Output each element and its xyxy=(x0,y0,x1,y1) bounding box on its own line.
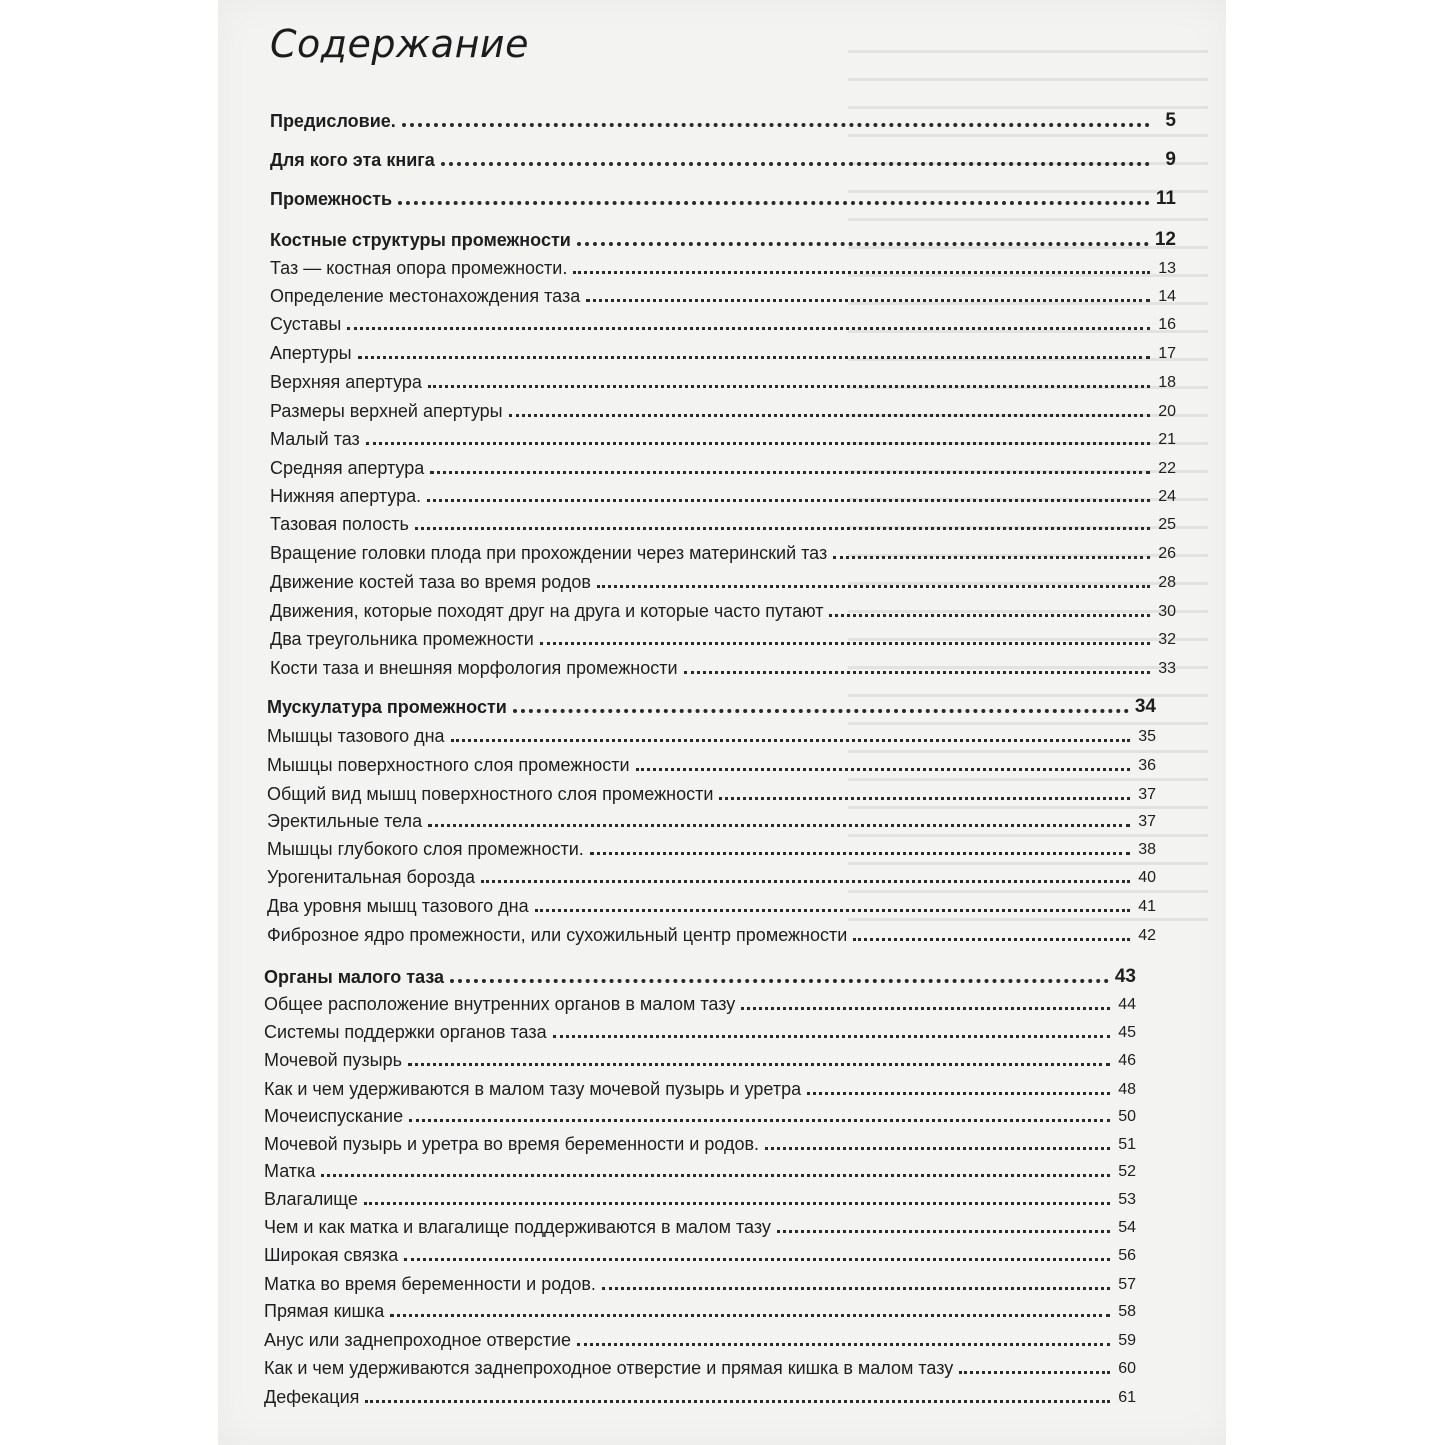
toc-page-number: 36 xyxy=(1138,757,1156,774)
dot-leader xyxy=(364,1202,1110,1205)
dot-leader xyxy=(573,271,1150,274)
toc-entry-title: Системы поддержки органов таза xyxy=(264,1022,547,1042)
toc-page-number: 48 xyxy=(1118,1081,1136,1098)
dot-leader xyxy=(829,614,1150,617)
toc-page-number: 35 xyxy=(1138,728,1156,745)
toc-page-number: 24 xyxy=(1158,488,1176,505)
toc-entry-title: Прямая кишка xyxy=(264,1301,385,1321)
toc-subentry xyxy=(264,1234,1136,1264)
toc-entry-title: Вращение головки плода при прохождении через материнский таз xyxy=(270,543,828,563)
dot-leader xyxy=(741,1007,1110,1010)
dot-leader xyxy=(415,527,1150,530)
dot-leader xyxy=(577,242,1149,246)
toc-page-number: 45 xyxy=(1118,1024,1136,1041)
toc-page-number: 25 xyxy=(1158,516,1176,533)
toc-page-number: 20 xyxy=(1158,403,1176,420)
toc-subentry xyxy=(264,1150,1136,1180)
page-title: Содержание xyxy=(270,22,529,66)
dot-leader xyxy=(347,327,1150,330)
toc-subentry xyxy=(267,715,1156,745)
toc-chapter-entry xyxy=(270,178,1176,208)
dot-leader xyxy=(451,739,1130,742)
toc-subentry xyxy=(264,1263,1136,1293)
toc-entry-title: Матка xyxy=(264,1161,316,1181)
toc-entry-title: Апертуры xyxy=(270,343,352,363)
toc-page-number: 34 xyxy=(1134,696,1156,717)
toc-subentry xyxy=(264,1347,1136,1377)
toc-entry-title: Размеры верхней апертуры xyxy=(270,401,503,421)
toc-entry-title: Мышцы глубокого слоя промежности. xyxy=(267,839,584,859)
toc-subentry xyxy=(270,503,1176,533)
toc-subentry xyxy=(264,1039,1136,1069)
toc-subentry xyxy=(270,303,1176,333)
toc-subentry xyxy=(270,618,1176,648)
toc-subentry xyxy=(264,1178,1136,1208)
toc-page-number: 43 xyxy=(1114,966,1136,987)
dot-leader xyxy=(636,768,1130,771)
dot-leader xyxy=(321,1174,1110,1177)
dot-leader xyxy=(590,852,1130,855)
dot-leader xyxy=(553,1035,1110,1038)
toc-chapter-entry xyxy=(270,100,1176,130)
toc-subentry xyxy=(270,390,1176,420)
toc-chapter-entry xyxy=(267,686,1156,716)
toc-page-number: 33 xyxy=(1158,660,1176,677)
dot-leader xyxy=(365,1400,1110,1403)
dot-leader xyxy=(441,162,1150,166)
toc-entry-title: Фиброзное ядро промежности, или сухожильный центр промежности xyxy=(267,925,848,945)
toc-subentry xyxy=(264,1123,1136,1153)
toc-page-number: 51 xyxy=(1118,1136,1136,1153)
toc-entry-title: Предисловие. xyxy=(270,111,396,131)
toc-subentry xyxy=(264,1376,1136,1406)
toc-page-number: 41 xyxy=(1138,898,1156,915)
toc-page-number: 52 xyxy=(1118,1163,1136,1180)
toc-entry-title: Верхняя апертура xyxy=(270,372,422,392)
toc-entry-title: Дефекация xyxy=(264,1387,360,1407)
toc-entry-title: Нижняя апертура. xyxy=(270,486,422,506)
toc-entry-title: Определение местонахождения таза xyxy=(270,286,581,306)
toc-entry-title: Два уровня мышц тазового дна xyxy=(267,896,529,916)
toc-entry-title: Мочевой пузырь xyxy=(264,1050,402,1070)
toc-page-number: 14 xyxy=(1158,288,1176,305)
dot-leader xyxy=(535,909,1130,912)
toc-page-number: 57 xyxy=(1118,1276,1136,1293)
toc-subentry xyxy=(270,475,1176,505)
toc-subentry xyxy=(270,561,1176,591)
dot-leader xyxy=(597,585,1150,588)
dot-leader xyxy=(398,201,1150,205)
toc-entry-title: Малый таз xyxy=(270,429,360,449)
dot-leader xyxy=(427,499,1150,502)
toc-page-number: 12 xyxy=(1154,229,1176,250)
dot-leader xyxy=(684,671,1150,674)
toc-subentry xyxy=(267,885,1156,915)
toc-page-number: 37 xyxy=(1138,786,1156,803)
toc-subentry xyxy=(270,275,1176,305)
toc-entry-title: Костные структуры промежности xyxy=(270,230,571,250)
toc-page-number: 40 xyxy=(1138,869,1156,886)
toc-subentry xyxy=(264,1095,1136,1125)
toc-subentry xyxy=(264,1206,1136,1236)
toc-entry-title: Мочеиспускание xyxy=(264,1106,404,1126)
toc-page-number: 58 xyxy=(1118,1303,1136,1320)
toc-entry-title: Как и чем удерживаются в малом тазу мочевой пузырь и уретра xyxy=(264,1079,802,1099)
toc-subentry xyxy=(264,1011,1136,1041)
toc-subentry xyxy=(270,332,1176,362)
dot-leader xyxy=(402,123,1150,127)
dot-leader xyxy=(833,556,1150,559)
toc-subentry xyxy=(267,773,1156,803)
toc-entry-title: Широкая связка xyxy=(264,1245,399,1265)
dot-leader xyxy=(853,938,1130,941)
book-page xyxy=(218,0,1226,1445)
toc-entry-title: Мускулатура промежности xyxy=(267,697,507,717)
toc-entry-title: Тазовая полость xyxy=(270,514,409,534)
toc-entry-title: Для кого эта книга xyxy=(270,150,435,170)
toc-subentry xyxy=(264,1068,1136,1098)
toc-subentry xyxy=(270,247,1176,277)
dot-leader xyxy=(358,356,1150,359)
toc-entry-title: Матка во время беременности и родов. xyxy=(264,1274,596,1294)
toc-entry-title: Движения, которые походят друг на друга и которые часто путают xyxy=(270,601,824,621)
toc-page-number: 56 xyxy=(1118,1247,1136,1264)
toc-entry-title: Эректильные тела xyxy=(267,811,423,831)
toc-entry-title: Органы малого таза xyxy=(264,967,445,987)
toc-entry-title: Движение костей таза во время родов xyxy=(270,572,591,592)
toc-page-number: 16 xyxy=(1158,316,1176,333)
toc-entry-title: Мочевой пузырь и уретра во время беременности и родов. xyxy=(264,1134,760,1154)
dot-leader xyxy=(481,880,1130,883)
toc-page-number: 26 xyxy=(1158,545,1176,562)
toc-subentry xyxy=(270,532,1176,562)
toc-subentry xyxy=(264,1319,1136,1349)
toc-page-number: 30 xyxy=(1158,603,1176,620)
dot-leader xyxy=(404,1258,1110,1261)
toc-entry-title: Кости таза и внешняя морфология промежности xyxy=(270,658,678,678)
toc-subentry xyxy=(264,1290,1136,1320)
dot-leader xyxy=(409,1119,1110,1122)
dot-leader xyxy=(428,385,1150,388)
toc-entry-title: Чем и как матка и влагалище поддерживаются в малом тазу xyxy=(264,1217,771,1237)
dot-leader xyxy=(430,471,1150,474)
toc-chapter-entry xyxy=(264,956,1136,986)
toc-page-number: 18 xyxy=(1158,374,1176,391)
toc-entry-title: Урогенитальная борозда xyxy=(267,867,475,887)
dot-leader xyxy=(777,1230,1110,1233)
toc-subentry xyxy=(267,744,1156,774)
toc-page-number: 44 xyxy=(1118,996,1136,1013)
dot-leader xyxy=(408,1063,1110,1066)
toc-page-number: 5 xyxy=(1165,110,1176,131)
toc-page-number: 22 xyxy=(1158,460,1176,477)
table-of-contents xyxy=(264,0,1176,1445)
toc-subentry xyxy=(270,418,1176,448)
toc-page-number: 42 xyxy=(1138,927,1156,944)
dot-leader xyxy=(959,1371,1110,1374)
toc-entry-title: Как и чем удерживаются заднепроходное отверстие и прямая кишка в малом тазу xyxy=(264,1358,954,1378)
toc-entry-title: Промежность xyxy=(270,189,393,209)
toc-subentry xyxy=(270,647,1176,677)
toc-page-number: 59 xyxy=(1118,1332,1136,1349)
toc-page-number: 32 xyxy=(1158,631,1176,648)
toc-subentry xyxy=(267,914,1156,944)
toc-entry-title: Мышцы тазового дна xyxy=(267,726,445,746)
toc-page-number: 11 xyxy=(1155,188,1176,209)
toc-subentry xyxy=(267,828,1156,858)
toc-entry-title: Мышцы поверхностного слоя промежности xyxy=(267,755,630,775)
toc-entry-title: Общий вид мышц поверхностного слоя промежности xyxy=(267,784,714,804)
toc-page-number: 37 xyxy=(1138,813,1156,830)
toc-subentry xyxy=(270,447,1176,477)
toc-page-number: 60 xyxy=(1118,1360,1136,1377)
toc-page-number: 9 xyxy=(1165,149,1176,170)
toc-page-number: 46 xyxy=(1118,1052,1136,1069)
toc-subentry xyxy=(270,361,1176,391)
toc-page-number: 50 xyxy=(1118,1108,1136,1125)
toc-page-number: 17 xyxy=(1158,345,1176,362)
toc-page-number: 38 xyxy=(1138,841,1156,858)
dot-leader xyxy=(390,1314,1110,1317)
toc-page-number: 54 xyxy=(1118,1219,1136,1236)
toc-entry-title: Таз — костная опора промежности. xyxy=(270,258,568,278)
toc-page-number: 21 xyxy=(1158,431,1176,448)
dot-leader xyxy=(540,642,1150,645)
toc-subentry xyxy=(267,856,1156,886)
dot-leader xyxy=(586,299,1150,302)
toc-subentry xyxy=(267,800,1156,830)
dot-leader xyxy=(513,709,1129,713)
dot-leader xyxy=(509,414,1150,417)
toc-chapter-entry xyxy=(270,139,1176,169)
toc-entry-title: Средняя апертура xyxy=(270,458,425,478)
toc-page-number: 13 xyxy=(1158,260,1176,277)
dot-leader xyxy=(366,442,1150,445)
toc-entry-title: Влагалище xyxy=(264,1189,358,1209)
toc-page-number: 28 xyxy=(1158,574,1176,591)
toc-subentry xyxy=(264,983,1136,1013)
toc-page-number: 61 xyxy=(1118,1389,1136,1406)
toc-entry-title: Два треугольника промежности xyxy=(270,629,534,649)
toc-entry-title: Анус или заднепроходное отверстие xyxy=(264,1330,572,1350)
dot-leader xyxy=(428,824,1130,827)
toc-entry-title: Суставы xyxy=(270,314,342,334)
toc-entry-title: Общее расположение внутренних органов в малом тазу xyxy=(264,994,736,1014)
toc-page-number: 53 xyxy=(1118,1191,1136,1208)
dot-leader xyxy=(577,1343,1110,1346)
toc-subentry xyxy=(270,590,1176,620)
toc-chapter-entry xyxy=(270,219,1176,249)
